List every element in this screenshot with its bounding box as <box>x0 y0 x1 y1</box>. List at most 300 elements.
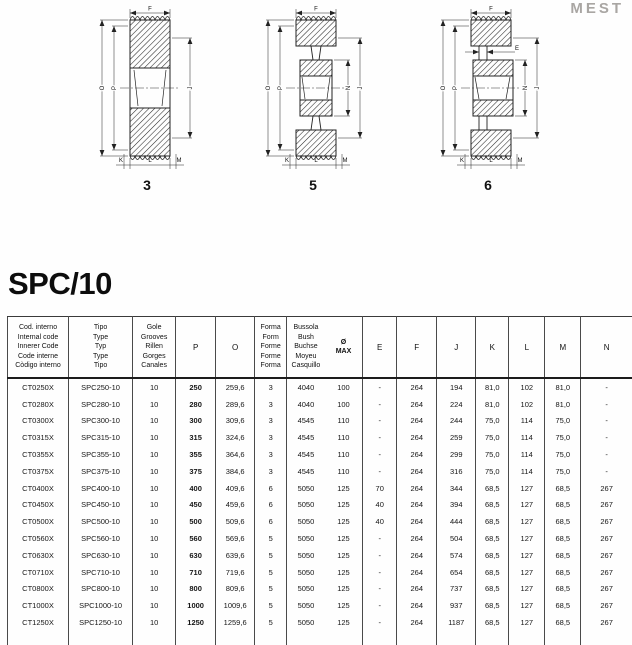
table-cell: 4545 <box>287 463 325 480</box>
table-cell: CT0500X <box>22 517 54 527</box>
table-cell: 937 <box>437 597 476 614</box>
table-cell: 264 <box>397 547 437 564</box>
dim-letter-p: P <box>453 85 459 91</box>
table-cell: 264 <box>397 413 437 430</box>
table-cell-empty <box>397 631 437 645</box>
table-cell: - <box>581 429 632 446</box>
dim-letter-o: O <box>266 85 272 91</box>
table-cell: CT0560X <box>22 534 54 544</box>
table-cell: 267 <box>581 513 632 530</box>
table-cell: 5050 <box>287 564 325 581</box>
table-cell: 710 <box>176 564 216 581</box>
table-cell: SPC710-10 <box>69 564 133 581</box>
table-cell: 68,5 <box>476 480 509 497</box>
table-cell: 264 <box>397 480 437 497</box>
dim-letter-m: M <box>342 158 348 164</box>
table-cell: CT0450X <box>22 500 54 510</box>
table-cell: 264 <box>397 530 437 547</box>
table-cell: 267 <box>581 480 632 497</box>
table-cell: 68,5 <box>476 497 509 514</box>
table-cell: 264 <box>397 497 437 514</box>
diagram-form-5 <box>238 4 388 193</box>
table-cell: 114 <box>509 413 545 430</box>
table-cell: 299 <box>437 446 476 463</box>
table-cell: - <box>581 378 632 396</box>
table-cell: 68,5 <box>545 547 581 564</box>
table-cell: - <box>581 463 632 480</box>
table-cell: 264 <box>397 429 437 446</box>
dim-letter-p: P <box>112 85 118 91</box>
max-label: MAX <box>335 348 352 355</box>
header-line: Bush <box>297 333 314 341</box>
table-cell: 4040 <box>287 396 325 413</box>
table-cell: 5050 <box>287 497 325 514</box>
table-row <box>8 581 632 598</box>
table-row <box>8 497 632 514</box>
table-cell: 5050 <box>287 597 325 614</box>
table-cell: - <box>363 564 397 581</box>
col-header-bush-and-diameter-max <box>287 317 363 379</box>
table-cell: 10 <box>133 463 176 480</box>
table-row <box>8 530 632 547</box>
table-cell: 68,5 <box>476 597 509 614</box>
table-cell: CT1000X <box>22 601 54 611</box>
pulley-section-6-grooves-drawing <box>413 4 563 172</box>
dim-letter-k: K <box>118 158 124 164</box>
table-cell: - <box>581 413 632 430</box>
table-cell: 4545 <box>287 446 325 463</box>
table-cell: 125 <box>337 601 350 611</box>
table-cell: 125 <box>337 567 350 577</box>
table-cell: 125 <box>337 584 350 594</box>
table-cell-empty <box>509 631 545 645</box>
table-row <box>8 547 632 564</box>
table-cell: 560 <box>176 530 216 547</box>
table-cell: 364,6 <box>216 446 255 463</box>
table-row <box>8 480 632 497</box>
table-cell: 259 <box>437 429 476 446</box>
top-grooves <box>296 17 336 21</box>
table-cell: 81,0 <box>545 396 581 413</box>
table-cell: 10 <box>133 446 176 463</box>
table-cell: 267 <box>581 497 632 514</box>
table-cell: SPC1250-10 <box>69 614 133 631</box>
table-cell: 68,5 <box>476 564 509 581</box>
table-cell: 114 <box>509 446 545 463</box>
table-cell: 10 <box>133 597 176 614</box>
table-cell: CT0315X <box>22 433 54 443</box>
table-cell: 6 <box>255 480 287 497</box>
table-cell: 654 <box>437 564 476 581</box>
table-cell: 10 <box>133 480 176 497</box>
table-cell: 3 <box>255 413 287 430</box>
table-cell: 569,6 <box>216 530 255 547</box>
table-cell: 10 <box>133 530 176 547</box>
table-cell: 267 <box>581 581 632 598</box>
table-cell: 68,5 <box>545 480 581 497</box>
table-cell: 114 <box>509 429 545 446</box>
header-line: Bussola <box>293 324 319 332</box>
table-cell-empty <box>8 631 69 645</box>
table-cell: 5050 <box>287 530 325 547</box>
table-cell: 110 <box>337 450 350 460</box>
table-cell: 324,6 <box>216 429 255 446</box>
table-cell: 4545 <box>287 413 325 430</box>
top-grooves <box>471 17 511 21</box>
table-cell: 127 <box>509 530 545 547</box>
table-cell: 267 <box>581 614 632 631</box>
diagram-form-3 <box>72 4 222 193</box>
table-cell: 75,0 <box>476 463 509 480</box>
table-cell: 344 <box>437 480 476 497</box>
table-cell: 81,0 <box>476 396 509 413</box>
table-cell: - <box>363 413 397 430</box>
table-row <box>8 564 632 581</box>
header-line: Forme <box>260 352 281 360</box>
table-cell: 6 <box>255 497 287 514</box>
dim-letter-o: O <box>441 85 447 91</box>
table-row <box>8 597 632 614</box>
table-cell: - <box>363 581 397 598</box>
dim-letter-l: L <box>489 158 493 164</box>
table-cell: 127 <box>509 513 545 530</box>
table-cell: 375 <box>176 463 216 480</box>
table-cell: 4040 <box>287 378 325 396</box>
table-cell: 264 <box>397 597 437 614</box>
table-cell: 127 <box>509 614 545 631</box>
table-cell-empty <box>176 631 216 645</box>
table-row <box>8 429 632 446</box>
table-cell-empty <box>69 631 133 645</box>
table-cell: 81,0 <box>545 378 581 396</box>
table-cell: 100 <box>337 399 350 409</box>
table-cell: CT0375X <box>22 466 54 476</box>
header-line: Forme <box>260 343 281 351</box>
table-cell: 194 <box>437 378 476 396</box>
table-cell: 70 <box>363 480 397 497</box>
table-cell: - <box>363 396 397 413</box>
col-header-form <box>255 317 287 379</box>
table-cell: 5050 <box>287 547 325 564</box>
header-line: Buchse <box>294 343 318 351</box>
dim-letter-n: N <box>523 85 529 91</box>
table-cell: 102 <box>509 378 545 396</box>
table-cell: 102 <box>509 396 545 413</box>
col-header-type <box>69 317 133 379</box>
table-cell: 639,6 <box>216 547 255 564</box>
table-cell-empty <box>216 631 255 645</box>
table-cell: - <box>363 429 397 446</box>
table-cell: 800 <box>176 581 216 598</box>
table-cell: SPC375-10 <box>69 463 133 480</box>
table-cell: 5 <box>255 530 287 547</box>
table-cell: CT0630X <box>22 550 54 560</box>
table-cell: 68,5 <box>545 564 581 581</box>
table-cell: CT0300X <box>22 416 54 426</box>
diagram-label-5: 5 <box>309 177 317 193</box>
dim-letter-n: N <box>346 85 352 91</box>
dim-letter-f: F <box>314 6 318 13</box>
table-cell: CT0400X <box>22 483 54 493</box>
dim-letter-l: L <box>314 158 318 164</box>
spec-table-body <box>8 378 632 645</box>
table-cell-empty <box>545 631 581 645</box>
table-cell: 244 <box>437 413 476 430</box>
header-line: Forma <box>260 324 281 332</box>
table-cell: SPC630-10 <box>69 547 133 564</box>
table-cell: 264 <box>397 378 437 396</box>
table-filler-row <box>8 631 632 645</box>
dim-letter-l: L <box>148 158 152 164</box>
table-cell: 5 <box>255 597 287 614</box>
header-line: Casquillo <box>291 362 321 370</box>
table-cell: SPC500-10 <box>69 513 133 530</box>
table-cell: 68,5 <box>545 513 581 530</box>
table-cell: 75,0 <box>545 429 581 446</box>
table-cell: 10 <box>133 564 176 581</box>
diagram-form-6 <box>413 4 563 193</box>
table-cell: - <box>363 446 397 463</box>
table-cell: SPC280-10 <box>69 396 133 413</box>
table-cell: 280 <box>176 396 216 413</box>
dim-letter-j: J <box>188 86 194 90</box>
table-cell: 68,5 <box>545 497 581 514</box>
table-cell: 737 <box>437 581 476 598</box>
table-cell: 10 <box>133 581 176 598</box>
dim-letter-m: M <box>176 158 182 164</box>
table-row <box>8 446 632 463</box>
table-cell: 10 <box>133 396 176 413</box>
table-cell: 264 <box>397 446 437 463</box>
col-header-j: J <box>437 317 476 379</box>
table-cell: 809,6 <box>216 581 255 598</box>
table-cell-empty <box>476 631 509 645</box>
table-cell: 110 <box>337 433 350 443</box>
table-cell: 6 <box>255 513 287 530</box>
table-cell: 5 <box>255 564 287 581</box>
table-cell: SPC560-10 <box>69 530 133 547</box>
table-cell: 264 <box>397 564 437 581</box>
table-cell: 75,0 <box>545 463 581 480</box>
table-cell: SPC800-10 <box>69 581 133 598</box>
table-cell: 309,6 <box>216 413 255 430</box>
table-cell: 300 <box>176 413 216 430</box>
dim-letter-k: K <box>459 158 465 164</box>
dim-letter-p: P <box>278 85 284 91</box>
table-cell: - <box>581 396 632 413</box>
table-cell: 10 <box>133 497 176 514</box>
table-cell: 125 <box>337 550 350 560</box>
col-header-bush <box>287 323 325 370</box>
table-cell: 289,6 <box>216 396 255 413</box>
table-cell: 5 <box>255 581 287 598</box>
diagram-label-6: 6 <box>484 177 492 193</box>
table-cell: 3 <box>255 429 287 446</box>
header-line: Grooves <box>140 333 168 341</box>
table-cell-empty <box>325 631 363 645</box>
table-cell: 68,5 <box>476 513 509 530</box>
table-cell: 316 <box>437 463 476 480</box>
pulley-diagrams <box>0 4 632 204</box>
table-cell: CT0355X <box>22 450 54 460</box>
header-line: Internal code <box>17 333 59 341</box>
table-cell: CT0280X <box>22 399 54 409</box>
table-cell: 68,5 <box>545 614 581 631</box>
table-cell: 110 <box>337 416 350 426</box>
table-cell: 68,5 <box>476 547 509 564</box>
table-cell: 127 <box>509 581 545 598</box>
table-cell-empty <box>363 631 397 645</box>
table-cell: 68,5 <box>476 581 509 598</box>
table-cell: 127 <box>509 597 545 614</box>
table-cell: 10 <box>133 429 176 446</box>
table-cell: 3 <box>255 446 287 463</box>
table-cell: 75,0 <box>545 446 581 463</box>
table-cell: 267 <box>581 597 632 614</box>
header-line: Còdigo interno <box>15 362 61 370</box>
header-line: Form <box>262 333 279 341</box>
table-cell: SPC450-10 <box>69 497 133 514</box>
table-cell: 100 <box>337 382 350 392</box>
table-cell-empty <box>133 631 176 645</box>
dim-letter-o: O <box>100 85 106 91</box>
table-cell: 75,0 <box>476 413 509 430</box>
table-cell: 10 <box>133 413 176 430</box>
table-cell: 110 <box>337 466 350 476</box>
table-cell: 264 <box>397 513 437 530</box>
table-cell: 81,0 <box>476 378 509 396</box>
header-line: Innerer Code <box>17 343 59 351</box>
top-grooves <box>130 17 170 21</box>
dim-letter-m: M <box>517 158 523 164</box>
table-cell: 5050 <box>287 480 325 497</box>
table-cell: SPC315-10 <box>69 429 133 446</box>
table-cell: 459,6 <box>216 497 255 514</box>
table-cell: 75,0 <box>545 413 581 430</box>
header-line: Tipo <box>93 362 108 370</box>
table-cell: 1250 <box>176 614 216 631</box>
page-title: SPC/10 <box>8 266 112 301</box>
table-row <box>8 614 632 631</box>
col-header-n: N <box>581 317 632 379</box>
table-cell: CT0250X <box>22 382 54 392</box>
dim-letter-j: J <box>535 86 541 90</box>
table-cell: 10 <box>133 513 176 530</box>
table-cell: 127 <box>509 497 545 514</box>
table-cell: 68,5 <box>545 597 581 614</box>
table-cell: CT1250X <box>22 618 54 628</box>
table-cell: 125 <box>337 534 350 544</box>
header-line: Typ <box>94 343 107 351</box>
dim-letter-f: F <box>148 6 152 13</box>
dim-letter-f: F <box>489 6 493 13</box>
table-cell: 267 <box>581 547 632 564</box>
header-line: Rillen <box>145 343 163 351</box>
table-cell: 4545 <box>287 429 325 446</box>
diagram-label-3: 3 <box>143 177 151 193</box>
table-cell: 267 <box>581 530 632 547</box>
table-cell: 719,6 <box>216 564 255 581</box>
table-cell: CT0710X <box>22 567 54 577</box>
table-cell-empty <box>255 631 287 645</box>
table-cell: 5 <box>255 614 287 631</box>
table-cell: 1000 <box>176 597 216 614</box>
table-cell: 264 <box>397 463 437 480</box>
table-cell: 264 <box>397 614 437 631</box>
table-cell: SPC250-10 <box>69 378 133 396</box>
table-cell: 450 <box>176 497 216 514</box>
col-header-internal-code <box>8 317 69 379</box>
col-header-diameter-max <box>325 338 363 356</box>
header-line: Type <box>92 333 109 341</box>
header-line: Canales <box>141 362 167 370</box>
table-cell: 10 <box>133 378 176 396</box>
table-cell: 125 <box>337 483 350 493</box>
table-cell-empty <box>581 631 632 645</box>
table-cell: 3 <box>255 463 287 480</box>
table-cell: - <box>581 446 632 463</box>
table-cell: 75,0 <box>476 429 509 446</box>
header-line: Type <box>92 352 109 360</box>
table-row <box>8 513 632 530</box>
table-cell: 409,6 <box>216 480 255 497</box>
col-header-m: M <box>545 317 581 379</box>
table-cell: 384,6 <box>216 463 255 480</box>
header-line: Cod. interno <box>18 324 58 332</box>
table-cell: 68,5 <box>545 581 581 598</box>
table-cell: SPC355-10 <box>69 446 133 463</box>
table-row <box>8 413 632 430</box>
table-cell: - <box>363 614 397 631</box>
table-cell: 574 <box>437 547 476 564</box>
pulley-section-3-grooves-drawing <box>72 4 222 172</box>
table-cell: 125 <box>337 500 350 510</box>
table-cell: 1187 <box>437 614 476 631</box>
table-cell: - <box>363 463 397 480</box>
table-cell: 264 <box>397 396 437 413</box>
spec-table <box>7 316 632 645</box>
col-header-o: O <box>216 317 255 379</box>
header-line: Gole <box>146 324 162 332</box>
table-cell: 127 <box>509 564 545 581</box>
header-line: Forma <box>260 362 281 370</box>
table-cell: 394 <box>437 497 476 514</box>
table-cell: - <box>363 530 397 547</box>
table-row <box>8 463 632 480</box>
table-cell: 509,6 <box>216 513 255 530</box>
table-cell: 3 <box>255 378 287 396</box>
table-cell: 40 <box>363 497 397 514</box>
table-cell: 315 <box>176 429 216 446</box>
table-cell: 125 <box>337 517 350 527</box>
col-header-p: P <box>176 317 216 379</box>
dim-letter-k: K <box>284 158 290 164</box>
table-cell-empty <box>437 631 476 645</box>
table-cell: 400 <box>176 480 216 497</box>
table-cell: SPC300-10 <box>69 413 133 430</box>
dim-letter-e: E <box>514 46 520 52</box>
col-header-k: K <box>476 317 509 379</box>
table-cell: 264 <box>397 581 437 598</box>
header-line: Tipo <box>93 324 108 332</box>
table-cell: SPC400-10 <box>69 480 133 497</box>
table-cell-empty <box>287 631 325 645</box>
col-header-l: L <box>509 317 545 379</box>
table-cell: 5050 <box>287 581 325 598</box>
table-cell: 5050 <box>287 513 325 530</box>
table-cell: - <box>363 597 397 614</box>
dim-letter-j: J <box>358 86 364 90</box>
